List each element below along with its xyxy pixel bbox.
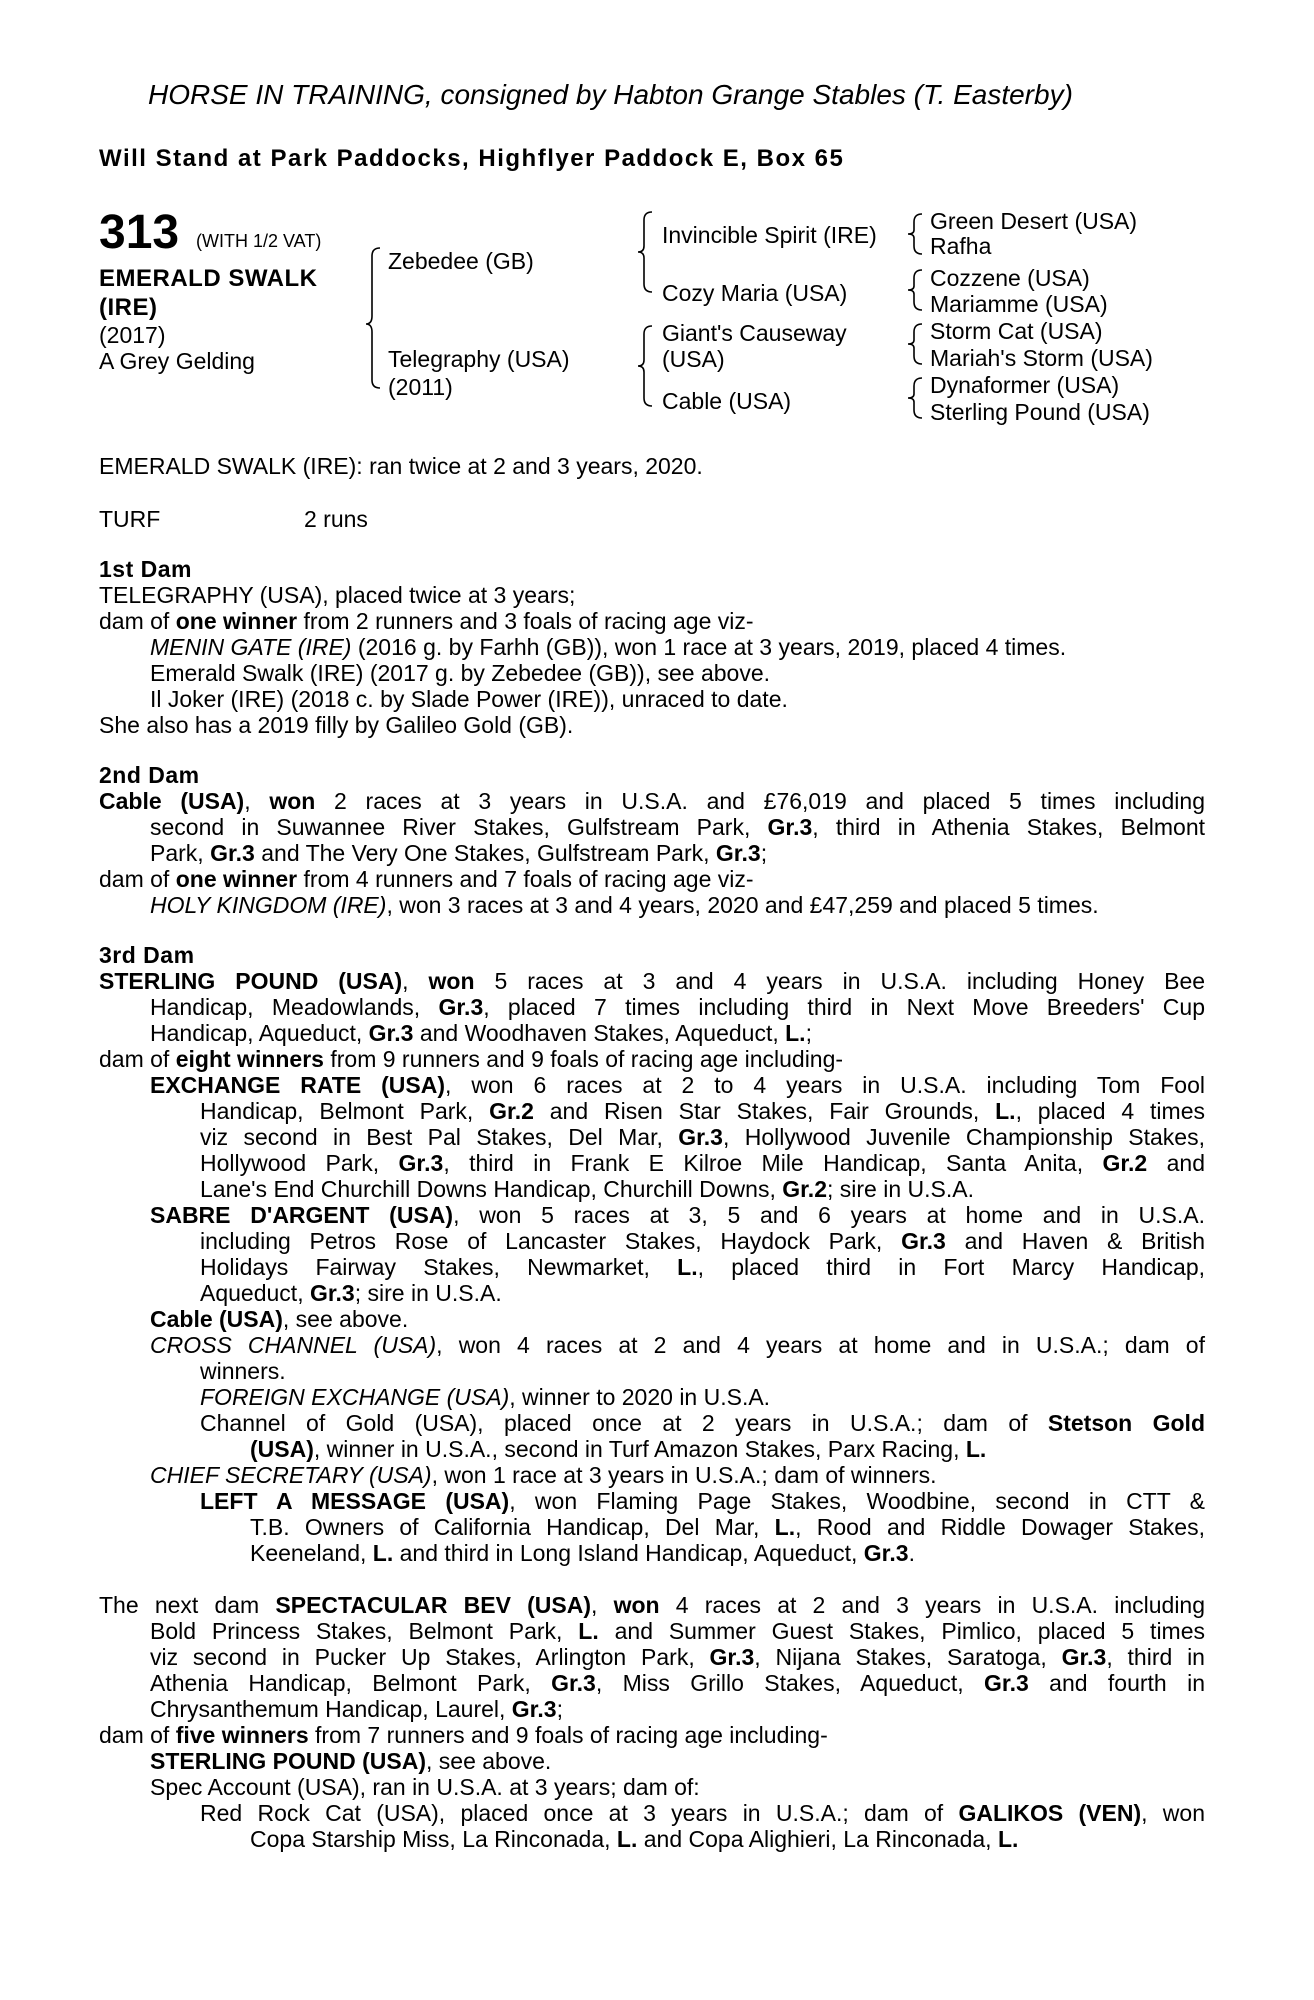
produce-sabre-dargent — [200, 1254, 1205, 1280]
text-run: , Miss Grillo Stakes, Aqueduct, — [595, 1670, 985, 1696]
text-run: The next dam — [99, 1592, 276, 1618]
text-run: Gr.3 — [210, 840, 255, 866]
text-run: MENIN GATE (IRE) — [150, 634, 352, 660]
text-run: dam of — [99, 866, 176, 892]
text-run: and Haven & British — [945, 1228, 1205, 1254]
grandsire-2: Rafha — [930, 233, 992, 259]
first-dam-line — [99, 608, 754, 634]
text-run: CHIEF SECRETARY (USA) — [150, 1462, 432, 1488]
text-run: L. — [774, 1514, 796, 1540]
text-run: , won 5 races at 3, 5 and 6 years at home and in U.S.A. — [453, 1202, 1205, 1228]
text-run: , placed 4 times — [1015, 1098, 1205, 1124]
text-run: Handicap, Belmont Park, — [200, 1098, 490, 1124]
dam-sire-line1: Giant's Causeway — [662, 320, 847, 346]
dam-dam: Cable (USA) — [662, 388, 792, 414]
produce-exchange-rate — [200, 1124, 1205, 1150]
second-dam-line — [99, 788, 1205, 814]
text-run: , — [244, 788, 270, 814]
text-run: Athenia Handicap, Belmont Park, — [150, 1670, 552, 1696]
text-run: viz second in Pucker Up Stakes, Arlington Park, — [150, 1644, 710, 1670]
produce-cross-channel — [150, 1332, 1205, 1358]
produce-left-a-message — [250, 1540, 915, 1566]
horse-name-line1: EMERALD SWALK — [99, 265, 318, 292]
text-run: EXCHANGE RATE (USA) — [150, 1072, 446, 1098]
text-run: viz second in Best Pal Stakes, Del Mar, — [200, 1124, 679, 1150]
text-run: Gr.3 — [438, 994, 484, 1020]
text-run: LEFT A MESSAGE (USA) — [200, 1488, 510, 1514]
text-run: (USA) — [250, 1436, 314, 1462]
text-run: , see above. — [426, 1748, 552, 1774]
text-run: Gr.3 — [901, 1228, 946, 1254]
text-run: Holidays Fairway Stakes, Newmarket, — [200, 1254, 678, 1280]
grandsire-4: Mariamme (USA) — [930, 291, 1108, 317]
text-run: from 2 runners and 3 foals of racing age viz- — [297, 608, 754, 634]
dam-year: (2011) — [388, 374, 453, 400]
text-run: Cable (USA) — [99, 788, 245, 814]
text-run: 2 races at 3 years in U.S.A. and £76,019 and placed 5 times including — [315, 788, 1205, 814]
second-dam-line — [150, 840, 767, 866]
text-run: L. — [965, 1436, 987, 1462]
text-run: SPECTACULAR BEV (USA) — [275, 1592, 592, 1618]
text-run: second in Suwannee River Stakes, Gulfstream Park, — [150, 814, 768, 840]
text-run: L. — [372, 1540, 394, 1566]
next-dam-produce — [150, 1748, 551, 1774]
text-run: dam of — [99, 1722, 176, 1748]
text-run: and — [1147, 1150, 1205, 1176]
third-dam-line — [150, 994, 1205, 1020]
text-run: and Summer Guest Stakes, Pimlico, placed 5 times — [598, 1618, 1206, 1644]
text-run: HOLY KINGDOM (IRE) — [150, 892, 387, 918]
sire-sire: Invincible Spirit (IRE) — [662, 222, 877, 248]
produce-channel-of-gold — [200, 1410, 1205, 1436]
text-run: ; sire in U.S.A. — [827, 1176, 974, 1202]
text-run: 4 races at 2 and 3 years in U.S.A. including — [659, 1592, 1206, 1618]
produce-exchange-rate — [200, 1176, 974, 1202]
next-dam-line — [150, 1644, 1205, 1670]
second-dam-line — [150, 814, 1205, 840]
text-run: L. — [578, 1618, 599, 1644]
text-run: , won 3 races at 3 and 4 years, 2020 and £47,259 and placed 5 times. — [386, 892, 1099, 918]
text-run: Copa Starship Miss, La Rinconada, — [250, 1826, 617, 1852]
text-run: Gr.3 — [715, 840, 761, 866]
race-summary: EMERALD SWALK (IRE): ran twice at 2 and 3 years, 2020. — [99, 453, 703, 479]
text-run: Gr.3 — [368, 1020, 414, 1046]
text-run: , third in Athenia Stakes, Belmont — [812, 814, 1205, 840]
next-dam-line — [150, 1670, 1205, 1696]
text-run: L. — [785, 1020, 806, 1046]
first-dam-heading: 1st Dam — [99, 556, 192, 582]
text-run: Gr.3 — [984, 1670, 1029, 1696]
text-run: , placed third in Fort Marcy Handicap, — [697, 1254, 1205, 1280]
text-run: and Risen Star Stakes, Fair Grounds, — [533, 1098, 996, 1124]
text-run: Bold Princess Stakes, Belmont Park, — [150, 1618, 579, 1644]
text-run: , see above. — [282, 1306, 409, 1332]
horse-description: A Grey Gelding — [99, 348, 255, 374]
first-dam-produce: Il Joker (IRE) (2018 c. by Slade Power (IRE)), unraced to date. — [150, 686, 788, 712]
text-run: eight winners — [175, 1046, 324, 1072]
text-run: Gr.3 — [398, 1150, 444, 1176]
text-run: Aqueduct, — [200, 1280, 310, 1306]
next-dam-produce — [200, 1800, 1205, 1826]
grandsire-5: Storm Cat (USA) — [930, 318, 1103, 344]
text-run: dam of — [99, 1046, 176, 1072]
text-run: from 9 runners and 9 foals of racing age including- — [323, 1046, 844, 1072]
text-run: Gr.3 — [678, 1124, 723, 1150]
text-run: , won — [1141, 1800, 1205, 1826]
text-run: , won 1 race at 3 years in U.S.A.; dam of winners. — [431, 1462, 937, 1488]
text-run: , Hollywood Juvenile Championship Stakes, — [722, 1124, 1205, 1150]
text-run: Gr.3 — [863, 1540, 909, 1566]
text-run: , winner to 2020 in U.S.A. — [509, 1384, 771, 1410]
text-run: and Copa Alighieri, La Rinconada, — [637, 1826, 998, 1852]
text-run: won — [428, 968, 475, 994]
text-run: STERLING POUND (USA) — [150, 1748, 426, 1774]
sire-dam: Cozy Maria (USA) — [662, 280, 848, 306]
lot-number: 313 — [99, 206, 180, 259]
text-run: Gr.2 — [489, 1098, 534, 1124]
produce-cross-channel: winners. — [200, 1358, 286, 1384]
vat-note: (WITH 1/2 VAT) — [196, 231, 322, 251]
text-run: , third in Frank E Kilroe Mile Handicap, Santa Anita, — [443, 1150, 1103, 1176]
text-run: L. — [677, 1254, 698, 1280]
second-dam-line — [99, 866, 754, 892]
text-run: and Woodhaven Stakes, Aqueduct, — [413, 1020, 786, 1046]
text-run: Red Rock Cat (USA), placed once at 3 years in U.S.A.; dam of — [200, 1800, 959, 1826]
text-run: Handicap, Meadowlands, — [150, 994, 439, 1020]
next-dam-line — [99, 1592, 1205, 1618]
produce-sabre-dargent — [150, 1202, 1205, 1228]
text-run: ; — [805, 1020, 812, 1046]
text-run: and fourth in — [1028, 1670, 1205, 1696]
text-run: , Nijana Stakes, Saratoga, — [754, 1644, 1062, 1670]
third-dam-line — [150, 1020, 812, 1046]
text-run: Chrysanthemum Handicap, Laurel, — [150, 1696, 512, 1722]
produce-sabre-dargent — [200, 1280, 502, 1306]
stand-location: Will Stand at Park Paddocks, Highflyer Paddock E, Box 65 — [99, 145, 845, 172]
next-dam-line — [150, 1696, 563, 1722]
text-run: CROSS CHANNEL (USA) — [150, 1332, 437, 1358]
text-run: (2016 g. by Farhh (GB)), won 1 race at 3 years, 2019, placed 4 times. — [351, 634, 1067, 660]
text-run: Gr.3 — [551, 1670, 596, 1696]
first-dam-line: TELEGRAPHY (USA), placed twice at 3 years; — [99, 582, 576, 608]
text-run: Channel of Gold (USA), placed once at 2 years in U.S.A.; dam of — [200, 1410, 1048, 1436]
produce-cable — [150, 1306, 408, 1332]
turf-label: TURF — [99, 506, 161, 532]
text-run: ; sire in U.S.A. — [354, 1280, 502, 1306]
next-dam-line — [99, 1722, 828, 1748]
text-run: . — [908, 1540, 915, 1566]
text-run: Gr.3 — [309, 1280, 355, 1306]
produce-sabre-dargent — [200, 1228, 1205, 1254]
text-run: , third in — [1106, 1644, 1205, 1670]
text-run: and The Very One Stakes, Gulfstream Park, — [254, 840, 716, 866]
text-run: ; — [760, 840, 768, 866]
first-dam-produce — [150, 634, 1066, 660]
text-run: five winners — [175, 1722, 309, 1748]
grandsire-1: Green Desert (USA) — [930, 208, 1138, 234]
horse-name-line2: (IRE) — [99, 294, 158, 321]
produce-chief-secretary — [150, 1462, 937, 1488]
produce-exchange-rate — [200, 1150, 1205, 1176]
text-run: GALIKOS (VEN) — [958, 1800, 1142, 1826]
text-run: , placed 7 times including third in Next Move Breeders' Cup — [483, 994, 1205, 1020]
consignor-header: HORSE IN TRAINING, consigned by Habton Grange Stables (T. Easterby) — [148, 79, 1073, 110]
produce-left-a-message — [250, 1514, 1205, 1540]
dam: Telegraphy (USA) — [388, 346, 570, 372]
text-run: 5 races at 3 and 4 years in U.S.A. including Honey Bee — [474, 968, 1206, 994]
text-run: , won 4 races at 2 and 4 years at home and in U.S.A.; dam of — [436, 1332, 1205, 1358]
text-run: L. — [616, 1826, 638, 1852]
foaling-year: (2017) — [99, 322, 166, 348]
text-run: Handicap, Aqueduct, — [150, 1020, 369, 1046]
grandsire-6: Mariah's Storm (USA) — [930, 345, 1153, 371]
grandsire-3: Cozzene (USA) — [930, 265, 1090, 291]
third-dam-line — [99, 968, 1205, 994]
text-run: won — [613, 1592, 660, 1618]
grandsire-8: Sterling Pound (USA) — [930, 399, 1150, 425]
third-dam-line — [99, 1046, 843, 1072]
turf-runs: 2 runs — [304, 506, 368, 532]
text-run: Gr.3 — [709, 1644, 755, 1670]
text-run: , Rood and Riddle Dowager Stakes, — [795, 1514, 1205, 1540]
text-run: Gr.2 — [782, 1176, 827, 1202]
text-run: from 4 runners and 7 foals of racing age viz- — [297, 866, 754, 892]
text-run: , — [591, 1592, 614, 1618]
third-dam-heading: 3rd Dam — [99, 942, 195, 968]
text-run: L. — [997, 1826, 1019, 1852]
produce-foreign-exchange — [200, 1384, 770, 1410]
text-run: from 7 runners and 9 foals of racing age including- — [308, 1722, 828, 1748]
text-run: , won Flaming Page Stakes, Woodbine, second in CTT & — [509, 1488, 1206, 1514]
text-run: Gr.3 — [767, 814, 813, 840]
next-dam-line — [150, 1618, 1205, 1644]
second-dam-heading: 2nd Dam — [99, 762, 200, 788]
text-run: ; — [556, 1696, 563, 1722]
text-run: Gr.2 — [1102, 1150, 1148, 1176]
second-dam-produce — [150, 892, 1099, 918]
text-run: Cable (USA) — [150, 1306, 283, 1332]
text-run: Keeneland, — [250, 1540, 373, 1566]
text-run: Gr.3 — [1061, 1644, 1107, 1670]
text-run: and third in Long Island Handicap, Aqueduct, — [393, 1540, 864, 1566]
text-run: won — [269, 788, 316, 814]
text-run: Stetson Gold — [1047, 1410, 1205, 1436]
text-run: Lane's End Churchill Downs Handicap, Churchill Downs, — [200, 1176, 783, 1202]
text-run: FOREIGN EXCHANGE (USA) — [200, 1384, 510, 1410]
text-run: one winner — [175, 608, 298, 634]
sire: Zebedee (GB) — [388, 248, 534, 274]
text-run: , winner in U.S.A., second in Turf Amazon Stakes, Parx Racing, — [313, 1436, 966, 1462]
next-dam-produce — [250, 1826, 1018, 1852]
text-run: one winner — [175, 866, 298, 892]
text-run: L. — [995, 1098, 1016, 1124]
text-run: Hollywood Park, — [200, 1150, 399, 1176]
text-run: STERLING POUND (USA) — [99, 968, 403, 994]
produce-left-a-message — [200, 1488, 1205, 1514]
text-run: Gr.3 — [511, 1696, 557, 1722]
grandsire-7: Dynaformer (USA) — [930, 372, 1120, 398]
text-run: SABRE D'ARGENT (USA) — [150, 1202, 454, 1228]
text-run: Park, — [150, 840, 211, 866]
text-run: dam of — [99, 608, 176, 634]
dam-sire-line2: (USA) — [662, 346, 725, 372]
next-dam-produce: Spec Account (USA), ran in U.S.A. at 3 years; dam of: — [150, 1774, 700, 1800]
produce-exchange-rate — [150, 1072, 1205, 1098]
first-dam-produce: Emerald Swalk (IRE) (2017 g. by Zebedee (GB)), see above. — [150, 660, 771, 686]
first-dam-line: She also has a 2019 filly by Galileo Gold (GB). — [99, 712, 574, 738]
produce-exchange-rate — [200, 1098, 1205, 1124]
text-run: including Petros Rose of Lancaster Stakes, Haydock Park, — [200, 1228, 902, 1254]
produce-channel-of-gold — [250, 1436, 986, 1462]
text-run: , won 6 races at 2 to 4 years in U.S.A. including Tom Fool — [445, 1072, 1205, 1098]
text-run: , — [402, 968, 429, 994]
text-run: T.B. Owners of California Handicap, Del Mar, — [250, 1514, 775, 1540]
